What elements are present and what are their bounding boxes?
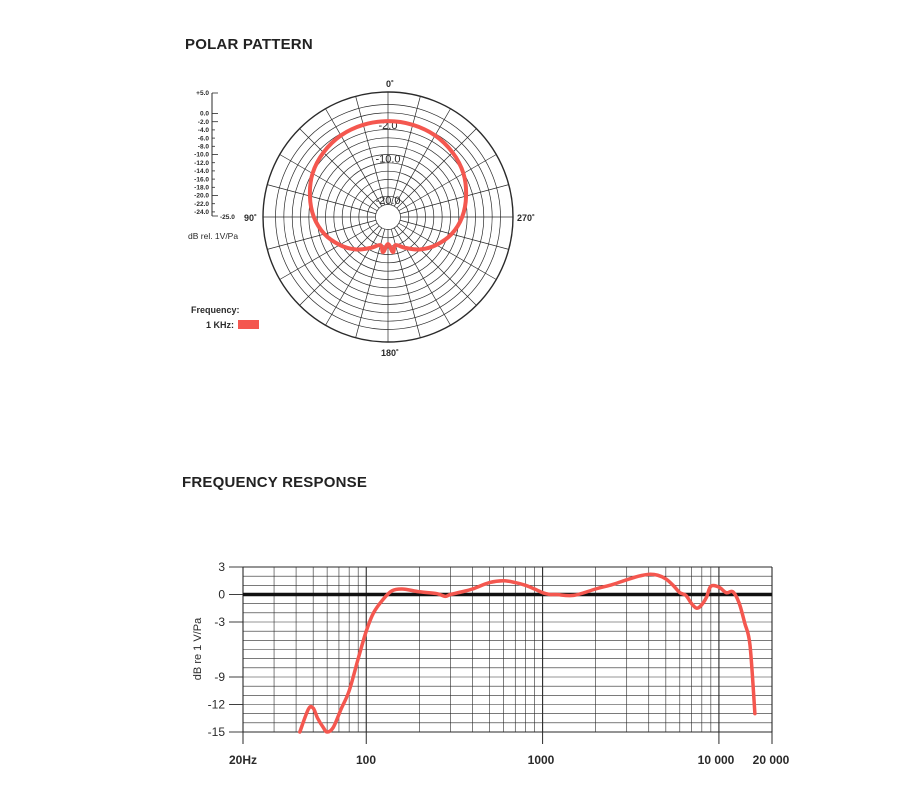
polar-spoke [399,223,496,279]
polar-scale-label: +5.0 [196,90,209,98]
polar-scale-label: -18.0 [194,184,209,192]
polar-scale-label: -8.0 [197,143,209,151]
polar-scale-label: -24.0 [194,209,209,217]
polar-ring-label: -10.0 [375,153,401,166]
polar-angle-label: 0˚ [385,79,395,89]
polar-scale-label: -20.0 [194,192,209,200]
polar-chart [188,79,535,358]
polar-scale-label: -16.0 [194,176,209,184]
frequency-chart [192,560,790,767]
polar-scale-label: -2.0 [197,118,209,126]
freq-x-tick-label: 100 [355,753,377,767]
polar-ring-label: -2.0 [378,120,398,133]
legend-title: Frequency: [191,305,240,315]
polar-scale-label: -14.0 [194,168,209,176]
freq-x-tick-label: 20Hz [228,753,258,767]
polar-spoke [280,155,377,211]
polar-pattern-title: POLAR PATTERN [185,36,313,53]
polar-angle-label: 180˚ [380,348,400,358]
polar-ring-label: -20.0 [375,195,401,208]
frequency-response-title: FREQUENCY RESPONSE [182,474,368,491]
polar-angle-label: 270˚ [517,213,536,223]
polar-spoke [280,223,377,279]
freq-y-tick-label: 0 [218,587,225,602]
polar-scale-label: -6.0 [197,135,209,143]
polar-scale-label: -22.0 [194,200,209,208]
polar-ring [376,205,401,230]
polar-unit-label: dB rel. 1V/Pa [188,231,239,241]
freq-x-tick-label: 20 000 [752,753,790,767]
freq-y-tick-label: -3 [214,615,225,629]
polar-scale-label: -12.0 [194,159,209,167]
polar-scale-label: -10.0 [194,151,209,159]
freq-y-tick-label: -9 [214,670,225,684]
legend-entry-label: 1 KHz: [205,320,234,330]
freq-series-curve [300,574,755,732]
polar-scale-min-label: -25.0 [220,214,235,221]
legend-swatch [238,320,259,329]
freq-x-tick-label: 10 000 [697,753,735,767]
polar-scale-label: -4.0 [197,127,209,135]
freq-y-tick-label: 3 [218,560,225,574]
freq-y-axis-label: dB re 1 V/Pa [192,617,204,681]
freq-x-tick-label: 1000 [527,753,555,767]
polar-spoke [399,155,496,211]
polar-angle-label: 90˚ [243,213,257,223]
freq-y-tick-label: -15 [207,725,225,739]
polar-scale-label: 0.0 [199,110,209,118]
freq-y-tick-label: -12 [207,697,225,712]
